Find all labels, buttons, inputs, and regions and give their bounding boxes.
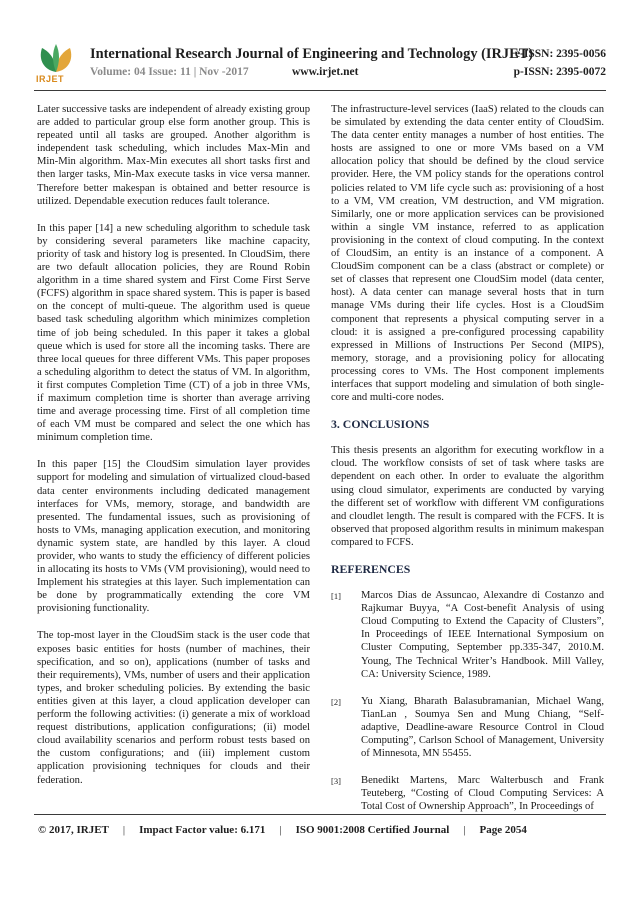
iso-certification: ISO 9001:2008 Certified Journal	[295, 824, 450, 836]
e-issn: e-ISSN: 2395-0056	[514, 48, 606, 60]
reference-number: [2]	[331, 696, 341, 707]
website-link[interactable]: www.irjet.net	[292, 66, 359, 78]
right-column	[331, 103, 604, 828]
reference-number: [1]	[331, 591, 341, 602]
irjet-logo	[34, 42, 78, 82]
footer-separator: |	[122, 824, 126, 836]
reference-item	[331, 774, 604, 813]
paragraph: Later successive tasks are independent of already existing group are added to particular group else form another group. This is repeated until all tasks are grouped. Another algorithm is independent task scheduling, which includes Max-Min and Min-Min algorithm. Max-Min executes all short tasks first and then larger tasks, Min-Max execute tasks in vice versa manner. Therefore better makespan is obtained and better resource is utilized. Dependable execution reduces fault tolerance.	[37, 104, 310, 207]
reference-item	[331, 695, 604, 760]
page-footer	[38, 824, 527, 836]
impact-factor: Impact Factor value: 6.171	[139, 824, 266, 836]
paragraph: This thesis presents an algorithm for executing workflow in a cloud. The workflow consists of set of task where tasks are dependent on each other. In order to evaluate the algorithm using cloud simulator, experiments are conducted by varying the different set of workflow with different VM configurations and cloudlet length. The result is compared with the FCFS. It is observed that proposed algorithm results in minimum makespan compared to FCFS.	[331, 445, 604, 548]
paragraph: In this paper [14] a new scheduling algorithm to schedule task by considering several parameters like machine capacity, priority of task and history log is presented. In CloudSim, there are two default allocation policies, they are Round Robin algorithm in a time shared system and First Come First Serve (FCFS) algorithm in space shared system. This is paper is based on the concept of multi-queue. The algorithm used is queue based task scheduling algorithm which minimizes completion time of job being scheduled. In this paper it takes a global queue which is used for store all the incoming tasks. There are three local queues for three different VMs. This paper proposes a scheduling algorithm to detect the status of VM. In algorithm, it first computes Completion Time (CT) of a job in three VMs, if maximum completion time is shorter than average arriving time and average processing time. First of all completion time of each VM must be compared and select the one which has minimum completion time.	[37, 222, 310, 444]
journal-title: International Research Journal of Engineering and Technology (IRJET)	[90, 46, 534, 62]
leaf-logo-icon	[34, 42, 78, 76]
page-number: Page 2054	[479, 824, 527, 836]
paragraph: The top-most layer in the CloudSim stack is the user code that exposes basic entities for hosts (number of machines, their specification, and so on), applications (number of tasks and their requirements), VMs, number of users and their application types, and broker scheduling policies. By extending the basic entities given at this layer, a cloud application developer can perform the following activities: (i) generate a mix of workload request distributions, application configurations; (ii) model cloud availability scenarios and perform robust tests based on the custom configurations; and (iii) implement custom application provisioning techniques for clouds and their federation.	[37, 630, 310, 786]
copyright: © 2017, IRJET	[38, 824, 109, 836]
logo-text: IRJET	[36, 74, 65, 84]
paragraph: The infrastructure-level services (IaaS) related to the clouds can be simulated by extending the data center entity of CloudSim. The data center entity manages a number of host entities. The hosts are assigned to one or more VMs based on a VM allocation policy that should be defined by the cloud service provider. Here, the VM policy stands for the operations control policies related to VM life cycle such as: provisioning of a host to a VM, VM creation, VM destruction, and VM migration. Similarly, one or more application services can be provisioned within a single VM instance, referred to as application provisioning in the context of cloud computing. In the context of CloudSim, an entity is an instance of a component. A CloudSim component can be a class (abstract or complete) or set of classes that represent one CloudSim model (data center, host). A data center can manage several hosts that in turn manage VMs during their life cycles. Host is a CloudSim component that represents a physical computing server in a cloud: it is assigned a pre-configured processing capability expressed in Millions of Instructions Per Second (MIPS), memory, storage, and a provisioning policy for allocating processing cores to VMs. The Host component implements interfaces that support modeling and simulation of both single-core and multi-core nodes.	[331, 104, 604, 404]
paragraph: In this paper [15] the CloudSim simulation layer provides support for modeling and simulation of virtualized cloud-based data center environments including dedicated management interfaces for VMs, memory, storage, and bandwidth are presented. The fundamental issues, such as provisioning of hosts to VMs, managing application execution, and monitoring dynamic system state, are handled by this layer. A cloud provider, who wants to study the efficiency of different policies in allocating its hosts to VMs (VM provisioning), would need to Implement his strategies at this layer. Such implementation can be done by programmatically extending the core VM provisioning functionality.	[37, 459, 310, 615]
header-divider	[34, 90, 606, 91]
reference-text: Yu Xiang, Bharath Balasubramanian, Michael Wang, TianLan , Soumya Sen and Mung Chiang, “Self-adaptive, Deadline-aware Resource Control in Cloud Computing”, Carlson School of Management, University of Minnesota, MN 55455.	[361, 695, 604, 760]
footer-separator: |	[279, 824, 282, 836]
footer-divider	[34, 814, 606, 815]
conclusions-heading: 3. CONCLUSIONS	[331, 417, 430, 432]
reference-text: Benedikt Martens, Marc Walterbusch and Frank Teuteberg, “Costing of Cloud Computing Services: A Total Cost of Ownership Approach”, In Proceedings of	[361, 775, 604, 813]
reference-item	[331, 589, 604, 681]
page-header	[34, 40, 606, 84]
reference-number: [3]	[331, 776, 341, 787]
left-column	[37, 103, 310, 801]
footer-separator: |	[463, 824, 466, 836]
p-issn: p-ISSN: 2395-0072	[513, 66, 606, 78]
volume-issue: Volume: 04 Issue: 11 | Nov -2017	[90, 66, 249, 78]
reference-text: Marcos Dias de Assuncao, Alexandre di Costanzo and Rajkumar Buyya, “A Cost-benefit Analysis of using Cloud Computing to Extend the Capacity of Clusters”, In Proceedings of IEEE International Symposium on Cluster Computing, September pp.335-347, 2010.M. Young, The Technical Writer’s Handbook. Mill Valley, CA: University Science, 1989.	[361, 590, 604, 680]
references-heading: REFERENCES	[331, 562, 411, 576]
